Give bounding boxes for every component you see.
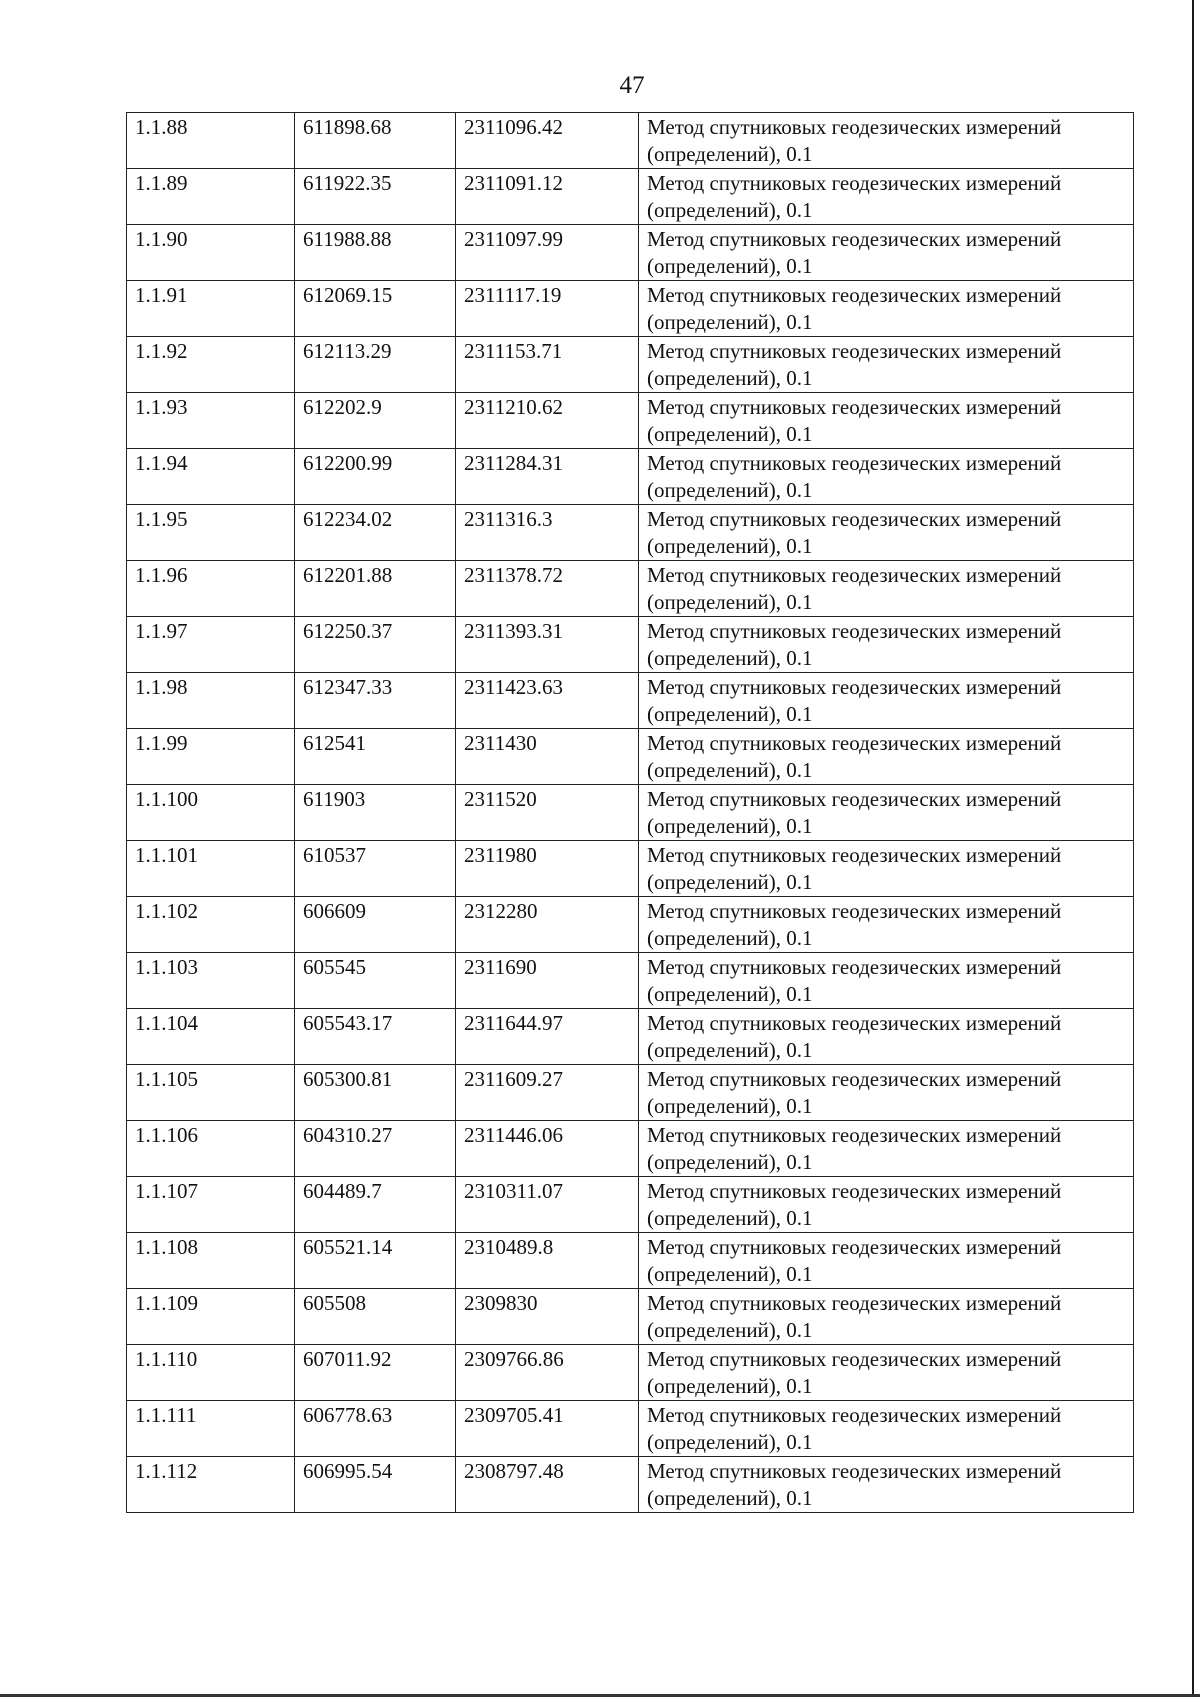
point-number-cell: 1.1.108 bbox=[127, 1233, 295, 1289]
method-cell: Метод спутниковых геодезических измерений (определений), 0.1 bbox=[639, 505, 1134, 561]
x-coordinate-cell: 611988.88 bbox=[295, 225, 456, 281]
table-row bbox=[127, 1345, 1134, 1401]
table-row bbox=[127, 113, 1134, 169]
point-number-cell: 1.1.90 bbox=[127, 225, 295, 281]
x-coordinate-cell: 612541 bbox=[295, 729, 456, 785]
method-cell: Метод спутниковых геодезических измерений (определений), 0.1 bbox=[639, 113, 1134, 169]
x-coordinate-cell: 612202.9 bbox=[295, 393, 456, 449]
y-coordinate-cell: 2310311.07 bbox=[456, 1177, 639, 1233]
x-coordinate-cell: 611898.68 bbox=[295, 113, 456, 169]
point-number-cell: 1.1.88 bbox=[127, 113, 295, 169]
y-coordinate-cell: 2311430 bbox=[456, 729, 639, 785]
y-coordinate-cell: 2309830 bbox=[456, 1289, 639, 1345]
table-row bbox=[127, 169, 1134, 225]
y-coordinate-cell: 2311117.19 bbox=[456, 281, 639, 337]
method-cell: Метод спутниковых геодезических измерений (определений), 0.1 bbox=[639, 1009, 1134, 1065]
y-coordinate-cell: 2311097.99 bbox=[456, 225, 639, 281]
table-row bbox=[127, 897, 1134, 953]
table-row bbox=[127, 505, 1134, 561]
table-row bbox=[127, 1177, 1134, 1233]
table-row bbox=[127, 393, 1134, 449]
y-coordinate-cell: 2311980 bbox=[456, 841, 639, 897]
point-number-cell: 1.1.95 bbox=[127, 505, 295, 561]
x-coordinate-cell: 604489.7 bbox=[295, 1177, 456, 1233]
x-coordinate-cell: 611922.35 bbox=[295, 169, 456, 225]
y-coordinate-cell: 2311644.97 bbox=[456, 1009, 639, 1065]
y-coordinate-cell: 2311609.27 bbox=[456, 1065, 639, 1121]
point-number-cell: 1.1.92 bbox=[127, 337, 295, 393]
y-coordinate-cell: 2311378.72 bbox=[456, 561, 639, 617]
y-coordinate-cell: 2311153.71 bbox=[456, 337, 639, 393]
x-coordinate-cell: 610537 bbox=[295, 841, 456, 897]
table-row bbox=[127, 1401, 1134, 1457]
point-number-cell: 1.1.102 bbox=[127, 897, 295, 953]
point-number-cell: 1.1.112 bbox=[127, 1457, 295, 1513]
method-cell: Метод спутниковых геодезических измерений (определений), 0.1 bbox=[639, 897, 1134, 953]
point-number-cell: 1.1.93 bbox=[127, 393, 295, 449]
method-cell: Метод спутниковых геодезических измерений (определений), 0.1 bbox=[639, 337, 1134, 393]
point-number-cell: 1.1.105 bbox=[127, 1065, 295, 1121]
method-cell: Метод спутниковых геодезических измерений (определений), 0.1 bbox=[639, 393, 1134, 449]
y-coordinate-cell: 2308797.48 bbox=[456, 1457, 639, 1513]
x-coordinate-cell: 605543.17 bbox=[295, 1009, 456, 1065]
table-row bbox=[127, 449, 1134, 505]
scan-border-right bbox=[1192, 0, 1194, 1697]
method-cell: Метод спутниковых геодезических измерений (определений), 0.1 bbox=[639, 617, 1134, 673]
table-row bbox=[127, 1289, 1134, 1345]
y-coordinate-cell: 2311284.31 bbox=[456, 449, 639, 505]
x-coordinate-cell: 606609 bbox=[295, 897, 456, 953]
table-row bbox=[127, 1121, 1134, 1177]
table-row bbox=[127, 729, 1134, 785]
x-coordinate-cell: 605508 bbox=[295, 1289, 456, 1345]
coordinates-table bbox=[126, 112, 1134, 1513]
page-number: 47 bbox=[619, 72, 645, 99]
y-coordinate-cell: 2312280 bbox=[456, 897, 639, 953]
table-row bbox=[127, 225, 1134, 281]
point-number-cell: 1.1.106 bbox=[127, 1121, 295, 1177]
y-coordinate-cell: 2309766.86 bbox=[456, 1345, 639, 1401]
method-cell: Метод спутниковых геодезических измерений (определений), 0.1 bbox=[639, 449, 1134, 505]
point-number-cell: 1.1.107 bbox=[127, 1177, 295, 1233]
table-row bbox=[127, 673, 1134, 729]
y-coordinate-cell: 2311393.31 bbox=[456, 617, 639, 673]
point-number-cell: 1.1.109 bbox=[127, 1289, 295, 1345]
x-coordinate-cell: 612234.02 bbox=[295, 505, 456, 561]
y-coordinate-cell: 2311096.42 bbox=[456, 113, 639, 169]
x-coordinate-cell: 607011.92 bbox=[295, 1345, 456, 1401]
y-coordinate-cell: 2311423.63 bbox=[456, 673, 639, 729]
y-coordinate-cell: 2311690 bbox=[456, 953, 639, 1009]
table-row bbox=[127, 1065, 1134, 1121]
method-cell: Метод спутниковых геодезических измерений (определений), 0.1 bbox=[639, 785, 1134, 841]
table-row bbox=[127, 1457, 1134, 1513]
x-coordinate-cell: 612200.99 bbox=[295, 449, 456, 505]
x-coordinate-cell: 612347.33 bbox=[295, 673, 456, 729]
y-coordinate-cell: 2311210.62 bbox=[456, 393, 639, 449]
y-coordinate-cell: 2311520 bbox=[456, 785, 639, 841]
method-cell: Метод спутниковых геодезических измерений (определений), 0.1 bbox=[639, 1457, 1134, 1513]
method-cell: Метод спутниковых геодезических измерений (определений), 0.1 bbox=[639, 729, 1134, 785]
x-coordinate-cell: 612201.88 bbox=[295, 561, 456, 617]
method-cell: Метод спутниковых геодезических измерений (определений), 0.1 bbox=[639, 1121, 1134, 1177]
method-cell: Метод спутниковых геодезических измерений (определений), 0.1 bbox=[639, 1233, 1134, 1289]
method-cell: Метод спутниковых геодезических измерений (определений), 0.1 bbox=[639, 1289, 1134, 1345]
y-coordinate-cell: 2310489.8 bbox=[456, 1233, 639, 1289]
y-coordinate-cell: 2309705.41 bbox=[456, 1401, 639, 1457]
table-row bbox=[127, 953, 1134, 1009]
x-coordinate-cell: 612069.15 bbox=[295, 281, 456, 337]
point-number-cell: 1.1.103 bbox=[127, 953, 295, 1009]
method-cell: Метод спутниковых геодезических измерений (определений), 0.1 bbox=[639, 225, 1134, 281]
x-coordinate-cell: 604310.27 bbox=[295, 1121, 456, 1177]
y-coordinate-cell: 2311091.12 bbox=[456, 169, 639, 225]
x-coordinate-cell: 606778.63 bbox=[295, 1401, 456, 1457]
table-row bbox=[127, 1233, 1134, 1289]
method-cell: Метод спутниковых геодезических измерений (определений), 0.1 bbox=[639, 841, 1134, 897]
method-cell: Метод спутниковых геодезических измерений (определений), 0.1 bbox=[639, 953, 1134, 1009]
point-number-cell: 1.1.99 bbox=[127, 729, 295, 785]
x-coordinate-cell: 605545 bbox=[295, 953, 456, 1009]
point-number-cell: 1.1.98 bbox=[127, 673, 295, 729]
method-cell: Метод спутниковых геодезических измерений (определений), 0.1 bbox=[639, 169, 1134, 225]
x-coordinate-cell: 605521.14 bbox=[295, 1233, 456, 1289]
point-number-cell: 1.1.97 bbox=[127, 617, 295, 673]
point-number-cell: 1.1.96 bbox=[127, 561, 295, 617]
x-coordinate-cell: 606995.54 bbox=[295, 1457, 456, 1513]
x-coordinate-cell: 612113.29 bbox=[295, 337, 456, 393]
method-cell: Метод спутниковых геодезических измерений (определений), 0.1 bbox=[639, 1065, 1134, 1121]
y-coordinate-cell: 2311316.3 bbox=[456, 505, 639, 561]
x-coordinate-cell: 605300.81 bbox=[295, 1065, 456, 1121]
method-cell: Метод спутниковых геодезических измерений (определений), 0.1 bbox=[639, 561, 1134, 617]
method-cell: Метод спутниковых геодезических измерений (определений), 0.1 bbox=[639, 1345, 1134, 1401]
point-number-cell: 1.1.110 bbox=[127, 1345, 295, 1401]
point-number-cell: 1.1.91 bbox=[127, 281, 295, 337]
table-row bbox=[127, 841, 1134, 897]
table-row bbox=[127, 337, 1134, 393]
point-number-cell: 1.1.111 bbox=[127, 1401, 295, 1457]
x-coordinate-cell: 611903 bbox=[295, 785, 456, 841]
table-row bbox=[127, 561, 1134, 617]
method-cell: Метод спутниковых геодезических измерений (определений), 0.1 bbox=[639, 1401, 1134, 1457]
x-coordinate-cell: 612250.37 bbox=[295, 617, 456, 673]
table-row bbox=[127, 1009, 1134, 1065]
table-row bbox=[127, 617, 1134, 673]
table-row bbox=[127, 281, 1134, 337]
method-cell: Метод спутниковых геодезических измерений (определений), 0.1 bbox=[639, 281, 1134, 337]
y-coordinate-cell: 2311446.06 bbox=[456, 1121, 639, 1177]
method-cell: Метод спутниковых геодезических измерений (определений), 0.1 bbox=[639, 1177, 1134, 1233]
point-number-cell: 1.1.104 bbox=[127, 1009, 295, 1065]
coordinates-table-body bbox=[127, 113, 1134, 1513]
table-row bbox=[127, 785, 1134, 841]
point-number-cell: 1.1.94 bbox=[127, 449, 295, 505]
point-number-cell: 1.1.101 bbox=[127, 841, 295, 897]
point-number-cell: 1.1.89 bbox=[127, 169, 295, 225]
point-number-cell: 1.1.100 bbox=[127, 785, 295, 841]
method-cell: Метод спутниковых геодезических измерений (определений), 0.1 bbox=[639, 673, 1134, 729]
